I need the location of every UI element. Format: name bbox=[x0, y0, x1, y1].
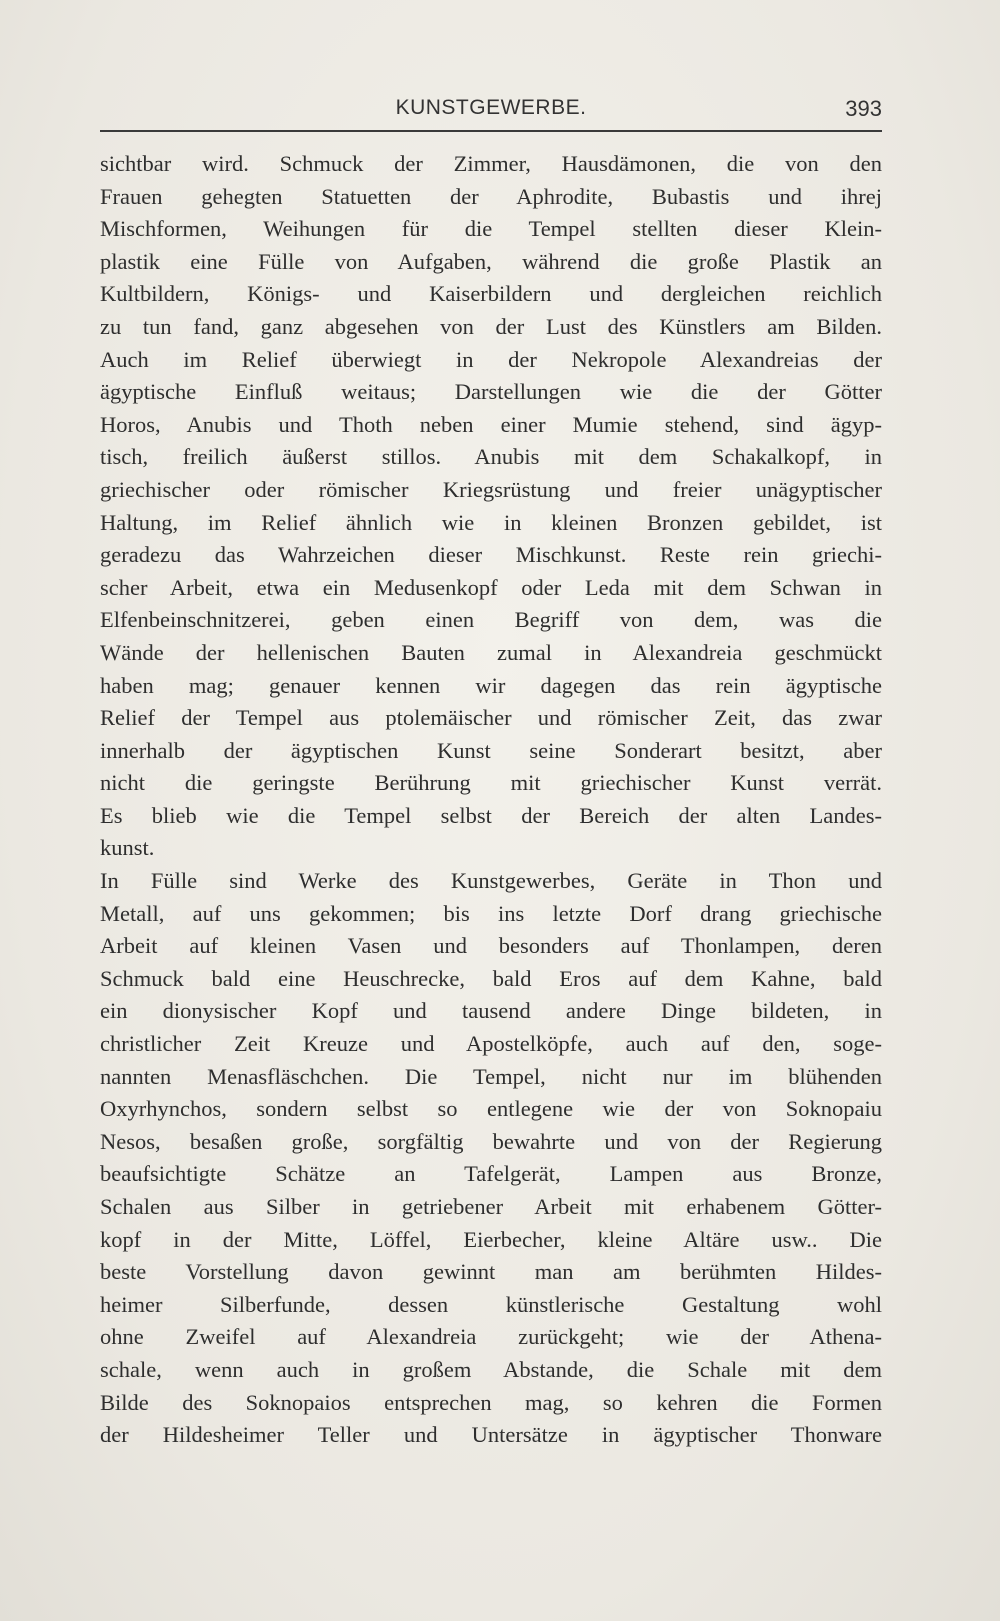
text-line: heimer Silberfunde, dessen künstlerische Gestaltung wohl bbox=[100, 1291, 882, 1317]
text-line: ohne Zweifel auf Alexandreia zurückgeht; wie der Athena- bbox=[100, 1324, 882, 1350]
text-line: Mischformen, Weihungen für die Tempel stellten dieser Klein- bbox=[100, 216, 882, 242]
text-line: scher Arbeit, etwa ein Medusenkopf oder Leda mit dem Schwan in bbox=[100, 574, 882, 600]
text-line: sichtbar wird. Schmuck der Zimmer, Hausdämonen, die von den bbox=[100, 151, 882, 176]
text-line: Kultbildern, Königs- und Kaiserbildern und dergleichen reichlich bbox=[100, 281, 882, 307]
text-line: Frauen gehegten Statuetten der Aphrodite, Bubastis und ihrej bbox=[100, 183, 882, 209]
text-line: ägyptische Einfluß weitaus; Darstellungen wie die der Götter bbox=[100, 379, 882, 405]
text-line: Oxyrhynchos, sondern selbst so entlegene wie der von Soknopaiu bbox=[100, 1096, 882, 1122]
running-title: KUNSTGEWERBE. bbox=[395, 96, 587, 119]
page-number: 393 bbox=[845, 96, 882, 121]
text-line: schale, wenn auch in großem Abstande, die Schale mit dem bbox=[100, 1356, 882, 1382]
text-line: griechischer oder römischer Kriegsrüstung und freier unägyptischer bbox=[100, 476, 882, 502]
text-line: der Hildesheimer Teller und Untersätze in ägyptischer Thonware bbox=[100, 1422, 882, 1448]
text-line: In Fülle sind Werke des Kunstgewerbes, Geräte in Thon und bbox=[100, 868, 882, 894]
text-line: haben mag; genauer kennen wir dagegen das rein ägyptische bbox=[100, 672, 882, 698]
running-head bbox=[100, 96, 882, 132]
text-line: beaufsichtigte Schätze an Tafelgerät, Lampen aus Bronze, bbox=[100, 1161, 882, 1187]
text-line: beste Vorstellung davon gewinnt man am berühmten Hildes- bbox=[100, 1259, 882, 1285]
text-line: Metall, auf uns gekommen; bis ins letzte Dorf drang griechische bbox=[100, 900, 882, 926]
text-line: ein dionysischer Kopf und tausend andere Dinge bildeten, in bbox=[100, 998, 882, 1024]
text-line: geradezu das Wahrzeichen dieser Mischkunst. Reste rein griechi- bbox=[100, 542, 882, 568]
text-line: nannten Menasfläschchen. Die Tempel, nicht nur im blühenden bbox=[100, 1063, 882, 1089]
body-text bbox=[100, 148, 882, 1452]
text-line: zu tun fand, ganz abgesehen von der Lust des Künstlers am Bilden. bbox=[100, 313, 882, 339]
text-line: nicht die geringste Berührung mit griechischer Kunst verrät. bbox=[100, 770, 882, 796]
text-line: christlicher Zeit Kreuze und Apostelköpfe, auch auf den, soge- bbox=[100, 1031, 882, 1057]
text-line: plastik eine Fülle von Aufgaben, während die große Plastik an bbox=[100, 248, 882, 274]
text-line: Schalen aus Silber in getriebener Arbeit mit erhabenem Götter- bbox=[100, 1194, 882, 1219]
text-line: tisch, freilich äußerst stillos. Anubis mit dem Schakalkopf, in bbox=[100, 444, 882, 470]
text-line: kopf in der Mitte, Löffel, Eierbecher, kleine Altäre usw.. Die bbox=[100, 1226, 882, 1252]
text-line: Schmuck bald eine Heuschrecke, bald Eros auf dem Kahne, bald bbox=[100, 965, 882, 991]
text-line: innerhalb der ägyptischen Kunst seine Sonderart besitzt, aber bbox=[100, 737, 882, 763]
text-line: Auch im Relief überwiegt in der Nekropole Alexandreias der bbox=[100, 346, 882, 372]
text-line: Relief der Tempel aus ptolemäischer und römischer Zeit, das zwar bbox=[100, 705, 882, 731]
text-line: Bilde des Soknopaios entsprechen mag, so kehren die Formen bbox=[100, 1389, 882, 1415]
text-line: Es blieb wie die Tempel selbst der Bereich der alten Landes- bbox=[100, 802, 882, 828]
text-line: Nesos, besaßen große, sorgfältig bewahrte und von der Regierung bbox=[100, 1128, 882, 1154]
text-line: Wände der hellenischen Bauten zumal in Alexandreia geschmückt bbox=[100, 639, 882, 665]
text-line: Elfenbeinschnitzerei, geben einen Begriff von dem, was die bbox=[100, 607, 882, 633]
text-line: kunst. bbox=[100, 835, 155, 861]
text-line: Haltung, im Relief ähnlich wie in kleinen Bronzen gebildet, ist bbox=[100, 509, 882, 535]
text-line: Arbeit auf kleinen Vasen und besonders auf Thonlampen, deren bbox=[100, 933, 882, 959]
text-line: Horos, Anubis und Thoth neben einer Mumie stehend, sind ägyp- bbox=[100, 411, 882, 437]
